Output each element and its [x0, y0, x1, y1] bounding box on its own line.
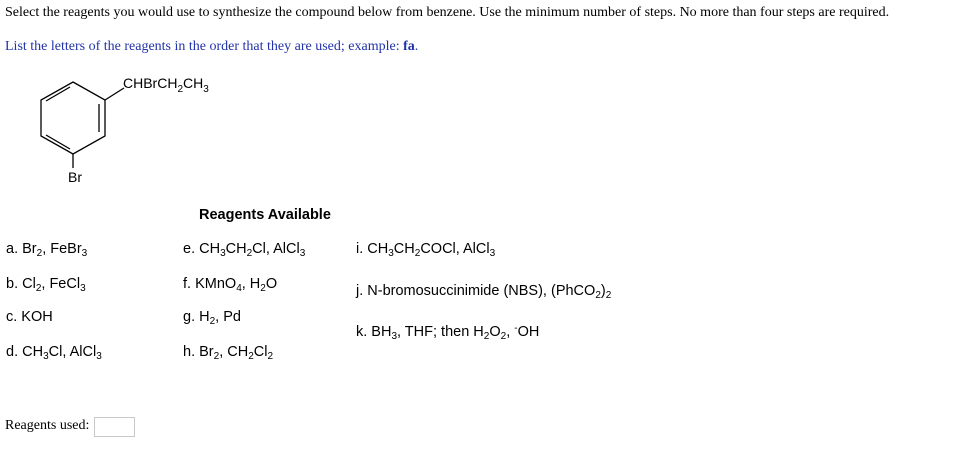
target-molecule-structure	[0, 0, 260, 195]
reagents-used-input[interactable]	[94, 417, 135, 437]
double-bond	[46, 135, 70, 149]
reagent-b: b. $Cl_2$, FeCl$_3$	[6, 276, 86, 294]
reagent-a: a. $Br_2$, FeBr$_3$	[6, 241, 88, 259]
instruction-text: List the letters of the reagents in the order that they are used; example: fa.	[5, 39, 419, 54]
example-answer: fa	[403, 39, 415, 54]
reagent-e: e. $CH_3CH_2Cl$, AlCl$_3$	[183, 241, 306, 259]
side-chain-label: $CHBrCH_2CH_3$	[123, 75, 209, 95]
bromine-label: Br	[68, 169, 82, 185]
reagent-i: i. $CH_3CH_2COCl$, AlCl$_3$	[356, 241, 496, 259]
reagent-c: c. KOH	[6, 309, 53, 325]
bond-to-side-chain	[105, 88, 124, 100]
reagent-g: g. $H_2$, Pd	[183, 309, 241, 327]
reagent-d: d. $CH_3Cl$, AlCl$_3$	[6, 344, 102, 362]
reagent-k: k. $BH_3$, THF; then $H_2O_2$, -OH	[356, 323, 540, 342]
double-bond	[46, 87, 70, 101]
question-text: Select the reagents you would use to synthesize the compound below from benzene. Use the minimum number of steps. No more than four steps are required.	[5, 5, 890, 20]
reagents-title: Reagents Available	[199, 207, 331, 223]
reagent-h: h. $Br_2$, $CH_2Cl_2$	[183, 344, 274, 362]
reagent-f: f. KMnO$_4$, $H_2O$	[183, 276, 278, 294]
reagents-used-label: Reagents used:	[5, 418, 90, 433]
reagent-j: j. N-bromosuccinimide (NBS), $(PhCO_2)_2$	[356, 283, 612, 301]
benzene-ring	[41, 82, 105, 154]
